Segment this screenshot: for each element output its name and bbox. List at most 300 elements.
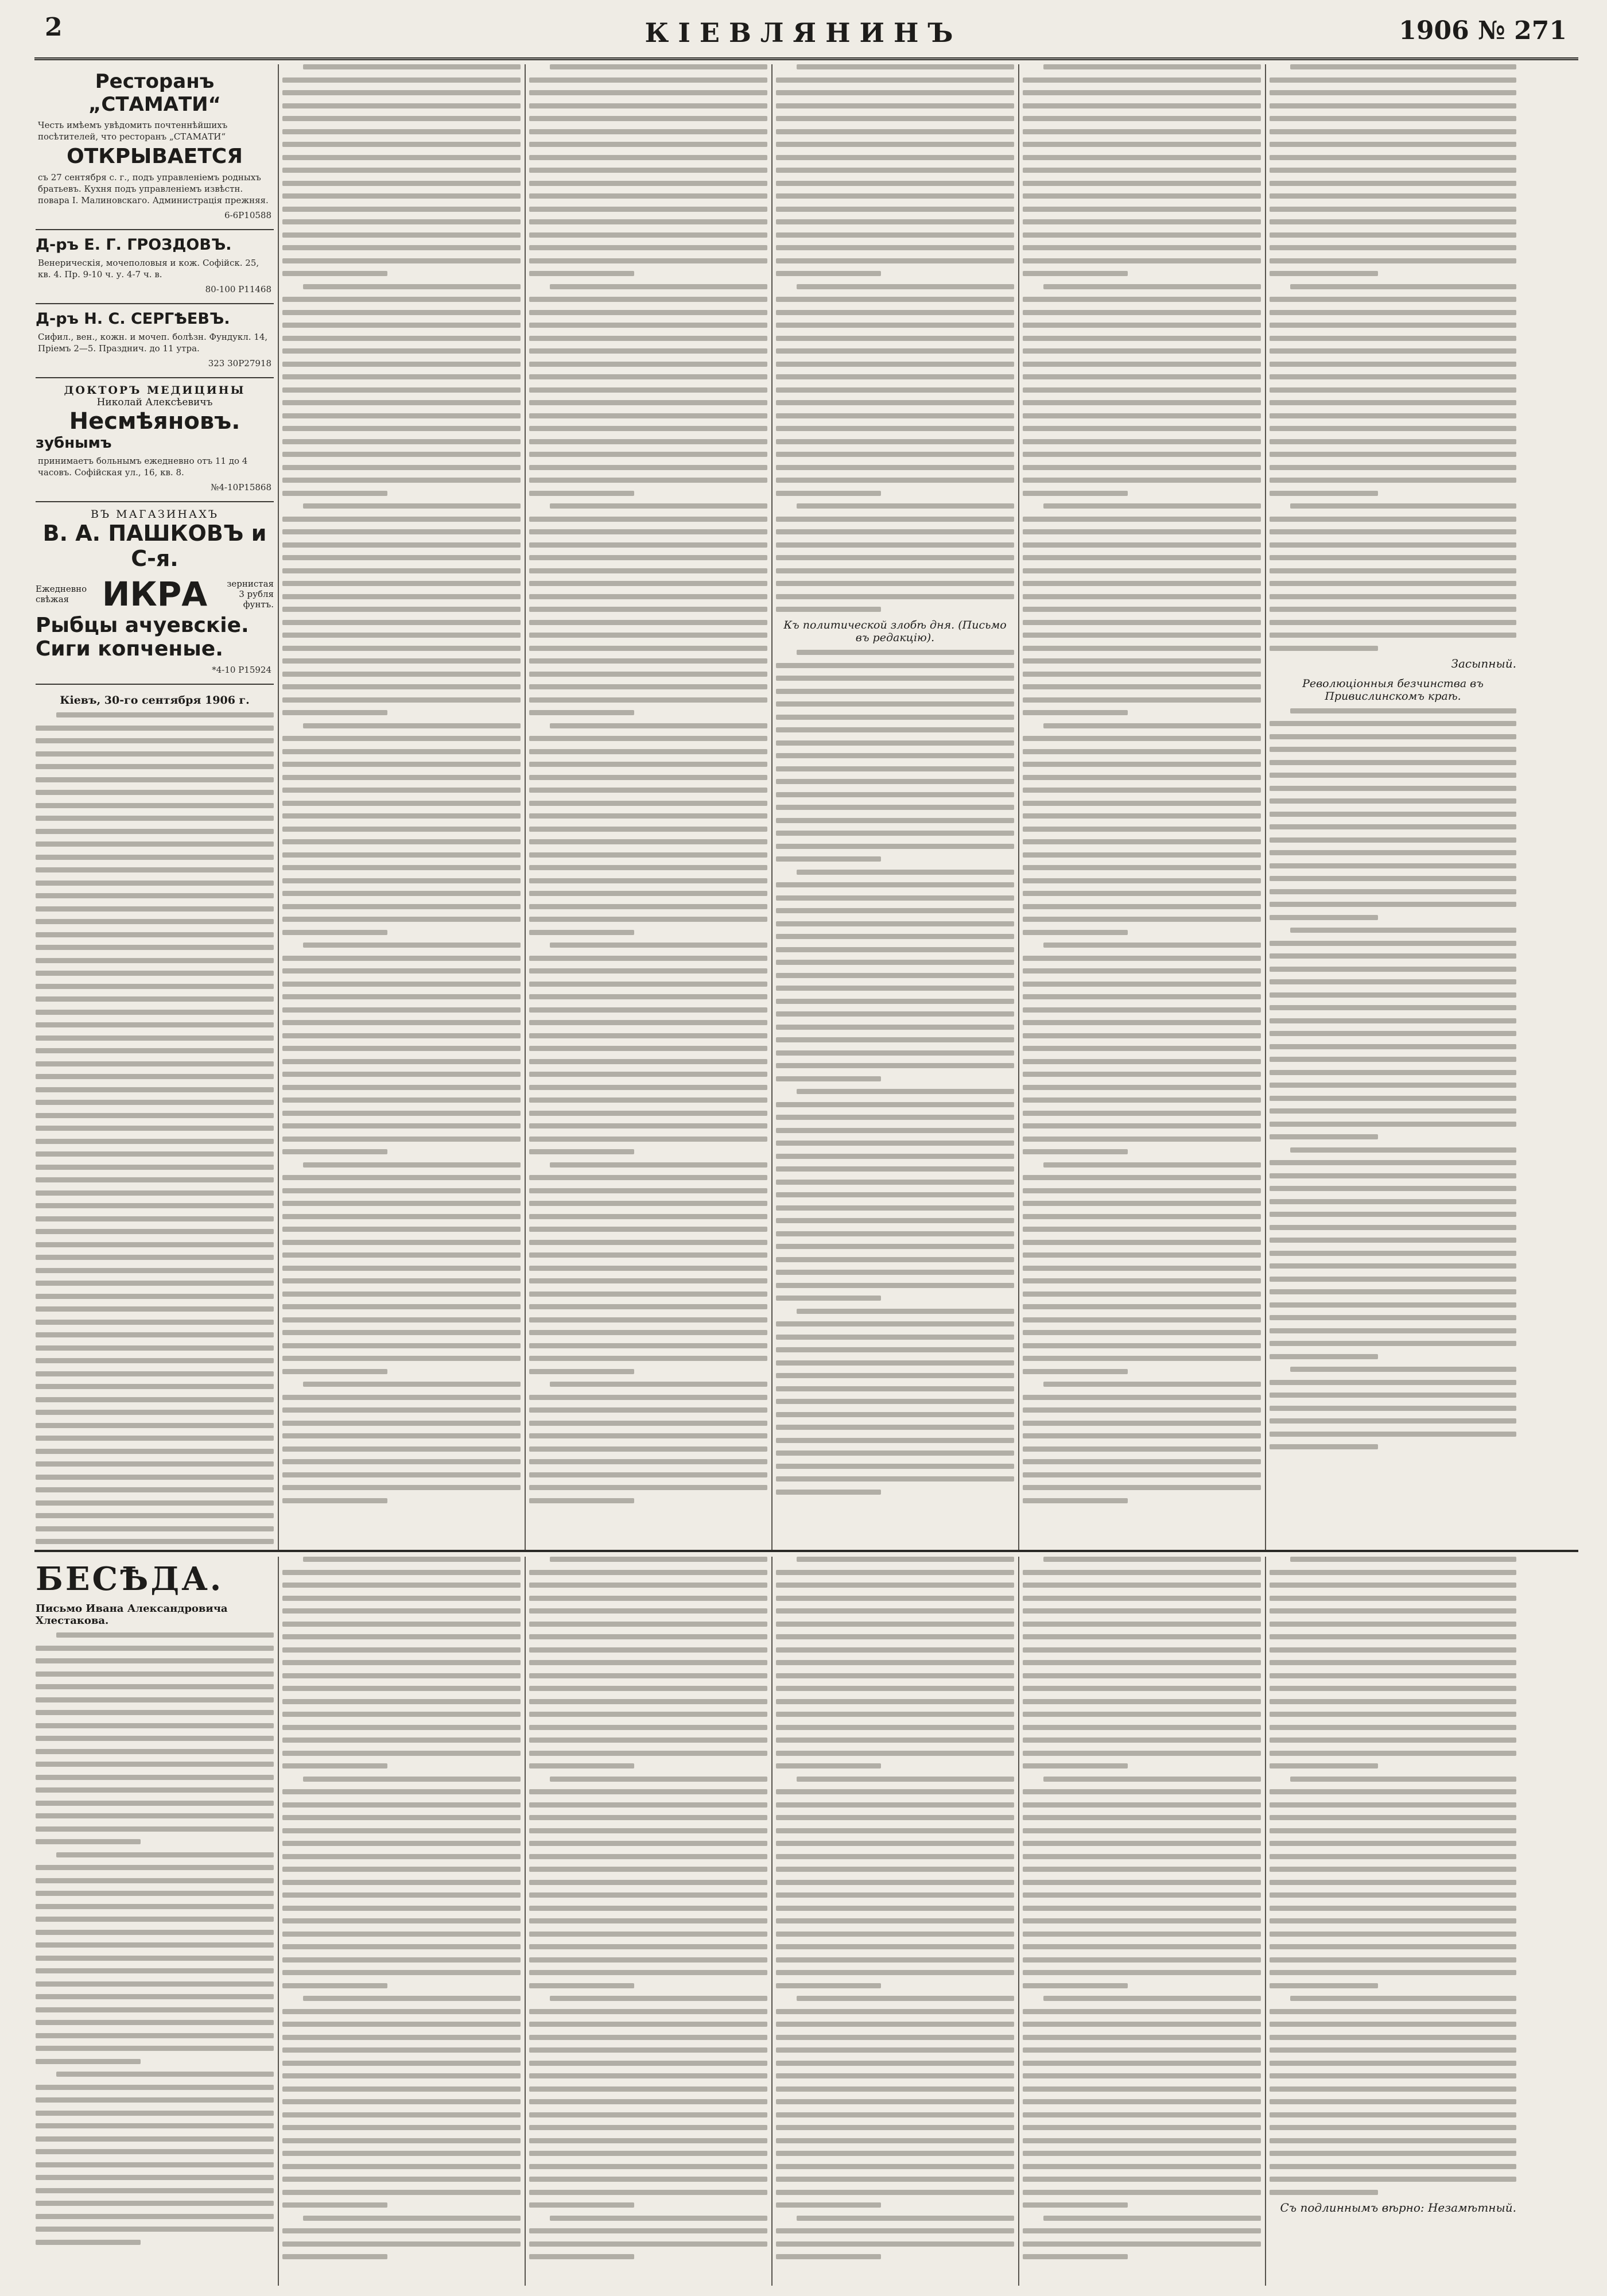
text-line bbox=[1023, 517, 1261, 522]
text-line bbox=[282, 2086, 521, 2092]
text-line bbox=[282, 1007, 521, 1013]
text-line bbox=[282, 1647, 521, 1653]
text-line bbox=[776, 1854, 1014, 1859]
text-line bbox=[282, 413, 521, 418]
text-line bbox=[1023, 968, 1261, 974]
text-line bbox=[1023, 904, 1261, 909]
text-line bbox=[1023, 2125, 1261, 2130]
text-line bbox=[1023, 1175, 1261, 1180]
text-line bbox=[282, 1673, 521, 1678]
text-line bbox=[776, 1373, 1014, 1378]
text-line bbox=[282, 374, 521, 379]
text-line bbox=[776, 413, 1014, 418]
text-line bbox=[1023, 1227, 1261, 1232]
text-line bbox=[1270, 1225, 1516, 1230]
text-line bbox=[776, 323, 1014, 328]
text-line bbox=[1270, 2151, 1516, 2156]
text-line bbox=[776, 1231, 1014, 1236]
text-line bbox=[1023, 2099, 1261, 2104]
text-line bbox=[776, 1050, 1014, 1056]
column-rule bbox=[1265, 64, 1266, 1550]
text-line bbox=[776, 1944, 1014, 1949]
text-line bbox=[1270, 517, 1516, 522]
text-line bbox=[1270, 1892, 1516, 1898]
text-line bbox=[529, 788, 767, 793]
text-line bbox=[776, 1751, 1014, 1756]
text-line bbox=[529, 633, 767, 638]
text-line bbox=[1023, 1356, 1261, 1361]
text-line bbox=[282, 1485, 521, 1490]
feuilleton-column-3 bbox=[529, 1557, 767, 2286]
text-line bbox=[282, 1085, 521, 1090]
text-line bbox=[529, 2177, 767, 2182]
text-line bbox=[776, 90, 1014, 95]
text-line bbox=[529, 736, 767, 741]
article-text bbox=[36, 712, 274, 1546]
text-line bbox=[303, 1557, 521, 1562]
text-line bbox=[776, 934, 1014, 939]
text-line bbox=[1270, 620, 1516, 625]
text-line bbox=[529, 1673, 767, 1678]
text-line bbox=[529, 1033, 767, 1038]
text-line bbox=[303, 2216, 521, 2221]
text-line bbox=[1270, 116, 1516, 121]
text-line bbox=[1270, 1570, 1516, 1575]
feuilleton-text bbox=[1023, 1557, 1261, 2259]
text-line bbox=[529, 1699, 767, 1704]
text-line bbox=[529, 1252, 767, 1258]
text-line bbox=[529, 465, 767, 470]
dateline: Кіевъ, 30-го сентября 1906 г. bbox=[60, 694, 250, 707]
ad-doctor-grozdov bbox=[36, 230, 274, 304]
text-line bbox=[1270, 1212, 1516, 1217]
text-line bbox=[529, 2254, 634, 2259]
text-line bbox=[776, 740, 1014, 746]
text-line bbox=[776, 1063, 1014, 1068]
text-line bbox=[1270, 2177, 1516, 2182]
text-line bbox=[1023, 2202, 1128, 2208]
text-line bbox=[1023, 684, 1261, 689]
text-line bbox=[36, 2175, 274, 2180]
text-line bbox=[776, 103, 1014, 108]
text-line bbox=[282, 1712, 521, 1717]
text-line bbox=[1270, 1315, 1516, 1320]
text-line bbox=[1023, 129, 1261, 134]
masthead-rule bbox=[34, 57, 1578, 60]
text-line bbox=[1270, 1005, 1516, 1010]
text-line bbox=[529, 2151, 767, 2156]
text-line bbox=[1023, 1983, 1128, 1988]
text-line bbox=[776, 1154, 1014, 1159]
text-line bbox=[776, 271, 881, 276]
text-line bbox=[282, 1020, 521, 1025]
article-text bbox=[1270, 64, 1516, 651]
text-line bbox=[797, 870, 1014, 875]
text-line bbox=[529, 878, 767, 883]
text-line bbox=[282, 1421, 521, 1426]
text-line bbox=[282, 129, 521, 134]
text-line bbox=[529, 839, 767, 844]
text-line bbox=[529, 1175, 767, 1180]
text-line bbox=[1023, 697, 1261, 703]
text-line bbox=[1270, 258, 1516, 263]
text-line bbox=[282, 1596, 521, 1601]
text-line bbox=[282, 1304, 521, 1309]
text-line bbox=[529, 1867, 767, 1872]
text-line bbox=[282, 77, 521, 83]
text-line bbox=[529, 207, 767, 212]
issue-number: 1906 № 271 bbox=[1399, 16, 1567, 45]
text-line bbox=[56, 2072, 274, 2077]
text-line bbox=[282, 168, 521, 173]
text-line bbox=[1270, 633, 1516, 638]
text-line bbox=[529, 1240, 767, 1245]
text-line bbox=[282, 465, 521, 470]
text-line bbox=[1023, 116, 1261, 121]
text-line bbox=[56, 1632, 274, 1638]
text-line bbox=[282, 1789, 521, 1794]
text-line bbox=[1023, 1854, 1261, 1859]
text-line bbox=[1270, 824, 1516, 829]
text-line bbox=[1023, 2177, 1261, 2182]
text-line bbox=[282, 2022, 521, 2027]
text-line bbox=[1023, 1867, 1261, 1872]
text-line bbox=[529, 684, 767, 689]
text-line bbox=[1023, 1686, 1261, 1691]
text-line bbox=[776, 426, 1014, 431]
text-line bbox=[529, 1918, 767, 1923]
text-line bbox=[36, 2111, 274, 2116]
text-line bbox=[776, 766, 1014, 771]
text-line bbox=[282, 323, 521, 328]
text-line bbox=[36, 2136, 274, 2142]
text-line bbox=[282, 103, 521, 108]
text-line bbox=[1023, 2047, 1261, 2053]
text-line bbox=[1270, 1122, 1516, 1127]
ad-doctor-sergeev bbox=[36, 304, 274, 378]
text-line bbox=[529, 1596, 767, 1601]
ad-highlight: ОТКРЫВАЕТСЯ bbox=[67, 145, 243, 168]
text-line bbox=[529, 1906, 767, 1911]
text-line bbox=[1270, 1737, 1516, 1743]
text-line bbox=[529, 491, 634, 496]
text-line bbox=[1023, 181, 1261, 186]
text-line bbox=[1270, 374, 1516, 379]
text-line bbox=[1023, 2035, 1261, 2040]
text-line bbox=[282, 1608, 521, 1614]
article-text bbox=[529, 64, 767, 1503]
feuilleton-column-2 bbox=[282, 1557, 521, 2286]
text-line bbox=[1270, 607, 1516, 612]
text-line bbox=[282, 2035, 521, 2040]
text-line bbox=[1023, 2009, 1261, 2014]
text-line bbox=[1023, 762, 1261, 767]
text-line bbox=[282, 1188, 521, 1193]
text-line bbox=[529, 77, 767, 83]
text-line bbox=[282, 1472, 521, 1477]
text-line bbox=[282, 1815, 521, 1820]
text-line bbox=[282, 813, 521, 819]
text-line bbox=[282, 555, 521, 560]
text-line bbox=[1023, 568, 1261, 573]
ad-details: Сифил., вен., кожн. и мочеп. болѣзн. Фундукл. 14, Пріемъ 2—5. Празднич. до 11 утра. bbox=[38, 332, 268, 354]
text-line bbox=[1023, 1815, 1261, 1820]
text-line bbox=[282, 362, 521, 367]
text-line bbox=[529, 1123, 767, 1128]
text-line bbox=[36, 1787, 274, 1793]
text-line bbox=[303, 503, 521, 509]
text-line bbox=[282, 529, 521, 534]
text-line bbox=[1270, 1354, 1378, 1359]
text-line bbox=[36, 1878, 274, 1883]
text-line bbox=[282, 1880, 521, 1885]
text-line bbox=[282, 2202, 387, 2208]
text-line bbox=[1270, 1634, 1516, 1639]
text-line bbox=[1023, 594, 1261, 599]
text-line bbox=[529, 362, 767, 367]
text-line bbox=[1023, 555, 1261, 560]
text-line bbox=[282, 478, 521, 483]
text-line bbox=[1023, 1498, 1128, 1503]
text-line bbox=[1023, 297, 1261, 302]
text-line bbox=[1023, 736, 1261, 741]
text-line bbox=[1023, 1188, 1261, 1193]
text-line bbox=[282, 245, 521, 250]
text-line bbox=[529, 2022, 767, 2027]
text-line bbox=[1270, 336, 1516, 341]
text-line bbox=[776, 1115, 1014, 1120]
text-line bbox=[1023, 1712, 1261, 1717]
text-line bbox=[36, 1723, 274, 1728]
text-line bbox=[1023, 1252, 1261, 1258]
text-line bbox=[1270, 1596, 1516, 1601]
text-line bbox=[282, 426, 521, 431]
text-line bbox=[776, 1892, 1014, 1898]
text-line bbox=[282, 207, 521, 212]
text-line bbox=[282, 968, 521, 974]
text-line bbox=[1023, 1007, 1261, 1013]
text-line bbox=[776, 155, 1014, 160]
text-line bbox=[1270, 400, 1516, 405]
text-line bbox=[776, 1622, 1014, 1627]
text-line bbox=[529, 1433, 767, 1438]
text-line bbox=[776, 1737, 1014, 1743]
text-line bbox=[529, 1983, 634, 1988]
text-line bbox=[303, 943, 521, 948]
text-line bbox=[550, 723, 767, 728]
text-line bbox=[1023, 1446, 1261, 1452]
text-line bbox=[550, 284, 767, 289]
text-line bbox=[1270, 2190, 1378, 2195]
text-line bbox=[282, 1970, 521, 1975]
text-line bbox=[1023, 658, 1261, 664]
text-line bbox=[776, 973, 1014, 978]
ad-title: Ресторанъ „СТАМАТИ“ bbox=[88, 70, 221, 116]
text-line bbox=[282, 400, 521, 405]
text-line bbox=[1023, 413, 1261, 418]
text-line bbox=[1270, 1031, 1516, 1036]
text-line bbox=[1270, 2073, 1516, 2078]
text-line bbox=[529, 2164, 767, 2169]
text-line bbox=[1023, 2254, 1128, 2259]
text-line bbox=[1270, 413, 1516, 418]
text-line bbox=[1270, 1751, 1516, 1756]
text-line bbox=[1270, 2035, 1516, 2040]
text-line bbox=[529, 2099, 767, 2104]
text-line bbox=[1023, 1201, 1261, 1206]
text-line bbox=[776, 753, 1014, 758]
column-rule bbox=[278, 64, 279, 1550]
text-line bbox=[776, 1076, 881, 1081]
text-line bbox=[282, 2112, 521, 2117]
text-line bbox=[529, 168, 767, 173]
ad-details: съ 27 сентября с. г., подъ управленіемъ родныхъ братьевъ. Кухня подъ управленіемъ извѣстн. повара І. Малиновскаго. Администрація прежняя. bbox=[38, 172, 269, 205]
text-line bbox=[282, 271, 387, 276]
text-line bbox=[1270, 219, 1516, 224]
text-line bbox=[529, 1944, 767, 1949]
text-line bbox=[1270, 193, 1516, 199]
text-line bbox=[282, 1802, 521, 1808]
text-line bbox=[1270, 181, 1516, 186]
column-rule bbox=[278, 1557, 279, 2286]
text-line bbox=[776, 1815, 1014, 1820]
text-line bbox=[776, 1608, 1014, 1614]
text-line bbox=[529, 181, 767, 186]
text-line bbox=[282, 542, 521, 548]
text-line bbox=[36, 2123, 274, 2128]
text-line bbox=[1023, 878, 1261, 883]
text-line bbox=[1270, 721, 1516, 726]
text-line bbox=[1270, 77, 1516, 83]
text-line bbox=[529, 1407, 767, 1413]
text-line bbox=[529, 813, 767, 819]
text-line bbox=[776, 1725, 1014, 1730]
text-line bbox=[550, 1557, 767, 1562]
text-line bbox=[776, 1270, 1014, 1275]
text-line bbox=[1023, 245, 1261, 250]
text-line bbox=[1270, 1341, 1516, 1346]
text-line bbox=[529, 646, 767, 651]
text-line bbox=[1270, 646, 1378, 651]
text-line bbox=[1270, 1406, 1516, 1411]
text-line bbox=[1270, 1096, 1516, 1101]
text-line bbox=[776, 2254, 881, 2259]
text-line bbox=[776, 478, 1014, 483]
text-line bbox=[282, 2177, 521, 2182]
text-line bbox=[776, 348, 1014, 354]
text-line bbox=[1023, 1046, 1261, 1051]
text-line bbox=[282, 2151, 521, 2156]
text-line bbox=[1270, 1444, 1378, 1449]
text-line bbox=[776, 727, 1014, 732]
text-line bbox=[776, 2151, 1014, 2156]
text-line bbox=[529, 1686, 767, 1691]
article-text bbox=[776, 650, 1014, 1495]
text-line bbox=[36, 1813, 274, 1818]
text-line bbox=[529, 439, 767, 444]
text-line bbox=[1023, 258, 1261, 263]
text-line bbox=[529, 1395, 767, 1400]
text-line bbox=[1290, 1777, 1516, 1782]
text-line bbox=[1270, 129, 1516, 134]
text-line bbox=[36, 1671, 274, 1677]
text-line bbox=[282, 697, 521, 703]
text-line bbox=[282, 1686, 521, 1691]
text-line bbox=[776, 555, 1014, 560]
text-line bbox=[529, 1608, 767, 1614]
text-line bbox=[776, 594, 1014, 599]
article-text bbox=[282, 64, 521, 1503]
article-text bbox=[1270, 708, 1516, 1450]
text-line bbox=[1270, 1763, 1378, 1768]
text-line bbox=[1270, 2009, 1516, 2014]
text-line bbox=[776, 1957, 1014, 1963]
text-line bbox=[1023, 607, 1261, 612]
text-line bbox=[529, 529, 767, 534]
text-line bbox=[776, 2112, 1014, 2117]
text-line bbox=[1023, 193, 1261, 199]
text-line bbox=[1023, 1111, 1261, 1116]
text-line bbox=[529, 1472, 767, 1477]
text-line bbox=[282, 684, 521, 689]
text-line bbox=[1023, 775, 1261, 780]
feuilleton-signature: Съ подлиннымъ вѣрно: Незамѣтный. bbox=[1280, 2200, 1516, 2214]
text-line bbox=[529, 852, 767, 858]
text-line bbox=[1023, 1583, 1261, 1588]
text-line bbox=[1023, 1828, 1261, 1833]
text-line bbox=[1023, 1149, 1128, 1154]
text-line bbox=[776, 1011, 1014, 1017]
text-line bbox=[1023, 465, 1261, 470]
text-line bbox=[776, 1180, 1014, 1185]
text-line bbox=[282, 982, 521, 987]
text-line bbox=[776, 542, 1014, 548]
text-line bbox=[1270, 478, 1516, 483]
text-line bbox=[776, 895, 1014, 901]
text-line bbox=[1023, 1304, 1261, 1309]
text-line bbox=[797, 1996, 1014, 2001]
text-line bbox=[529, 1278, 767, 1283]
text-line bbox=[529, 891, 767, 896]
text-line bbox=[1270, 1673, 1516, 1678]
text-line bbox=[1270, 1393, 1516, 1398]
text-line bbox=[36, 1904, 274, 1909]
text-line bbox=[776, 1412, 1014, 1417]
text-line bbox=[1023, 1317, 1261, 1322]
text-line bbox=[282, 775, 521, 780]
text-line bbox=[1023, 103, 1261, 108]
text-line bbox=[776, 1867, 1014, 1872]
text-line bbox=[776, 2202, 881, 2208]
text-line bbox=[529, 2073, 767, 2078]
text-line bbox=[1023, 2241, 1261, 2247]
text-line bbox=[550, 503, 767, 509]
text-line bbox=[529, 245, 767, 250]
text-line bbox=[529, 1046, 767, 1051]
text-line bbox=[529, 1583, 767, 1588]
text-line bbox=[282, 142, 521, 147]
text-line bbox=[1043, 2216, 1261, 2221]
text-line bbox=[529, 1737, 767, 1743]
text-line bbox=[529, 607, 767, 612]
ad-highlight: ИКРА bbox=[102, 575, 208, 614]
text-line bbox=[529, 1214, 767, 1219]
text-line bbox=[529, 1815, 767, 1820]
text-line bbox=[1023, 362, 1261, 367]
text-line bbox=[1270, 168, 1516, 173]
column-4 bbox=[776, 64, 1014, 1546]
ad-text: Ежедневно свѣжая bbox=[36, 584, 87, 604]
